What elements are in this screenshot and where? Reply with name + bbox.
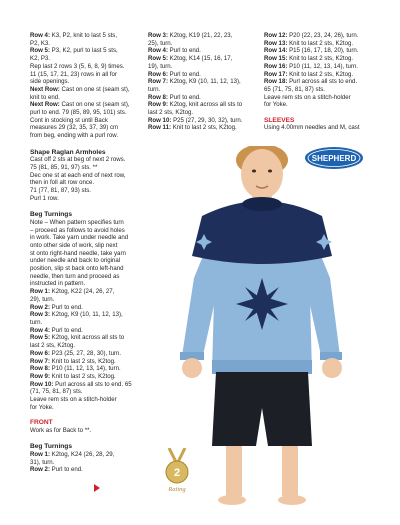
text-c2-row-10: Row 10: P25 (27, 29, 30, 32), turn. bbox=[148, 116, 243, 124]
text-front-row-1: Row 1: K2tog, K24 (26, 28, 29, 31), turn. bbox=[30, 450, 115, 466]
rating-label: Rating bbox=[168, 486, 186, 493]
text-raglan: Cast off 2 sts at beg of next 2 rows. 75 (81, 85, 91, 97) sts. ** Dec one st at each end of next row, then in foll alt row once. 71 (77, 81, 87, 93) sts. Purl 1 row. bbox=[30, 156, 126, 202]
text-row-4: Row 4: K3, P2, knit to last 5 sts, P2, K3. bbox=[30, 32, 118, 47]
text-turn-row-7: Row 7: Knit to last 2 sts, K2tog. bbox=[30, 357, 116, 365]
text-next-row-2: Next Row: Cast on one st (seam st), purl to end. 79 (85, 89, 95, 101) sts. Cont in stocking st until Back measures 29 (32, 35, 37, 39) cm from beg, ending with a purl row. bbox=[30, 101, 130, 140]
instructions-column-2 bbox=[148, 32, 262, 132]
instructions-column-1 bbox=[30, 32, 142, 474]
rating-badge bbox=[163, 448, 191, 494]
child-sweater-photo bbox=[172, 146, 400, 516]
text-row-5: Row 5: P3, K2, purl to last 5 sts, K2, P3. bbox=[30, 47, 118, 63]
text-note: Note – When pattern specifies turn – proceed as follows to avoid holes in work. Take yarn under needle and onto other side of work, slip next st onto right-hand needle, take yarn under needle and back to original position, slip st back onto left-hand needle, then turn and proceed as instructed in pattern. bbox=[30, 218, 129, 288]
text-turn-row-4: Row 4: Purl to end. bbox=[30, 326, 83, 334]
heading-sleeves: SLEEVES bbox=[264, 116, 295, 124]
text-sleeves: Using 4.00mm needles and M, cast bbox=[264, 124, 360, 132]
instructions-column-3 bbox=[264, 32, 386, 132]
text-c2-row-4: Row 4: Purl to end. bbox=[148, 47, 201, 55]
text-c3-row-18: Row 18: Purl across all sts to end. 65 (71, 75, 81, 87) sts. Leave rem sts on a stitch-holder for Yoke. bbox=[264, 78, 358, 109]
text-turn-row-5: Row 5: K2tog, knit across all sts to last 2 sts, K2tog. bbox=[30, 334, 125, 350]
text-turn-row-9: Row 9: Knit to last 2 sts, K2tog. bbox=[30, 372, 116, 380]
text-turn-row-10: Row 10: Purl across all sts to end. 65 (71, 75, 81, 87) sts. Leave rem sts on a stitch-holder for Yoke. bbox=[30, 380, 132, 411]
text-c3-row-16: Row 16: P10 (11, 12, 13, 14), turn. bbox=[264, 62, 359, 70]
text-c3-row-15: Row 15: Knit to last 2 sts, K2tog. bbox=[264, 55, 354, 63]
text-turn-row-8: Row 8: P10 (11, 12, 13, 14), turn. bbox=[30, 365, 121, 373]
text-c2-row-11: Row 11: Knit to last 2 sts, K2tog. bbox=[148, 124, 237, 132]
text-turn-row-1: Row 1: K2tog, K22 (24, 26, 27, 29), turn. bbox=[30, 288, 115, 303]
text-next-row-1: Next Row: Cast on one st (seam st), knit to end. bbox=[30, 85, 130, 101]
text-turn-row-3: Row 3: K2tog, K9 (10, 11, 12, 13), turn. bbox=[30, 311, 123, 326]
text-c2-row-8: Row 8: Purl to end. bbox=[148, 93, 201, 101]
text-c3-row-12: Row 12: P20 (22, 23, 24, 26), turn. bbox=[264, 32, 359, 39]
heading-beg-turnings: Beg Turnings bbox=[30, 211, 73, 219]
text-c3-row-17: Row 17: Knit to last 2 sts, K2tog. bbox=[264, 70, 354, 78]
text-c2-row-6: Row 6: Purl to end. bbox=[148, 70, 201, 78]
text-c2-row-9: Row 9: K2tog, knit across all sts to last 2 sts, K2tog. bbox=[148, 101, 243, 117]
heading-shape-raglan: Shape Raglan Armholes bbox=[30, 148, 106, 156]
rating-number: 2 bbox=[173, 467, 181, 479]
text-turn-row-2: Row 2: Purl to end. bbox=[30, 303, 83, 311]
text-c3-row-13: Row 13: Knit to last 2 sts, K2tog. bbox=[264, 39, 354, 47]
text-c2-row-5: Row 5: K2tog, K14 (15, 16, 17, 19), turn. bbox=[148, 55, 233, 70]
text-c3-row-14: Row 14: P15 (16, 17, 18, 20), turn. bbox=[264, 47, 359, 55]
text-front-row-2: Row 2: Purl to end. bbox=[30, 466, 83, 474]
text-c2-row-7: Row 7: K2tog, K9 (10, 11, 12, 13), turn. bbox=[148, 78, 241, 93]
text-side-openings: Rep last 2 rows 3 (5, 6, 8, 9) times. 11 (15, 17, 21, 23) rows in all for side openings. bbox=[30, 62, 125, 86]
text-turn-row-6: Row 6: P23 (25, 27, 28, 30), turn. bbox=[30, 349, 122, 357]
shepherd-logo bbox=[304, 146, 364, 170]
text-front: Work as for Back to **. bbox=[30, 426, 92, 434]
continue-arrow-icon bbox=[94, 484, 100, 492]
logo-text: SHEPHERD bbox=[311, 154, 357, 163]
heading-front-beg-turnings: Beg Turnings bbox=[30, 443, 73, 451]
text-c2-row-3: Row 3: K2tog, K19 (21, 22, 23, 25), turn. bbox=[148, 32, 233, 47]
heading-front: FRONT bbox=[30, 419, 53, 427]
